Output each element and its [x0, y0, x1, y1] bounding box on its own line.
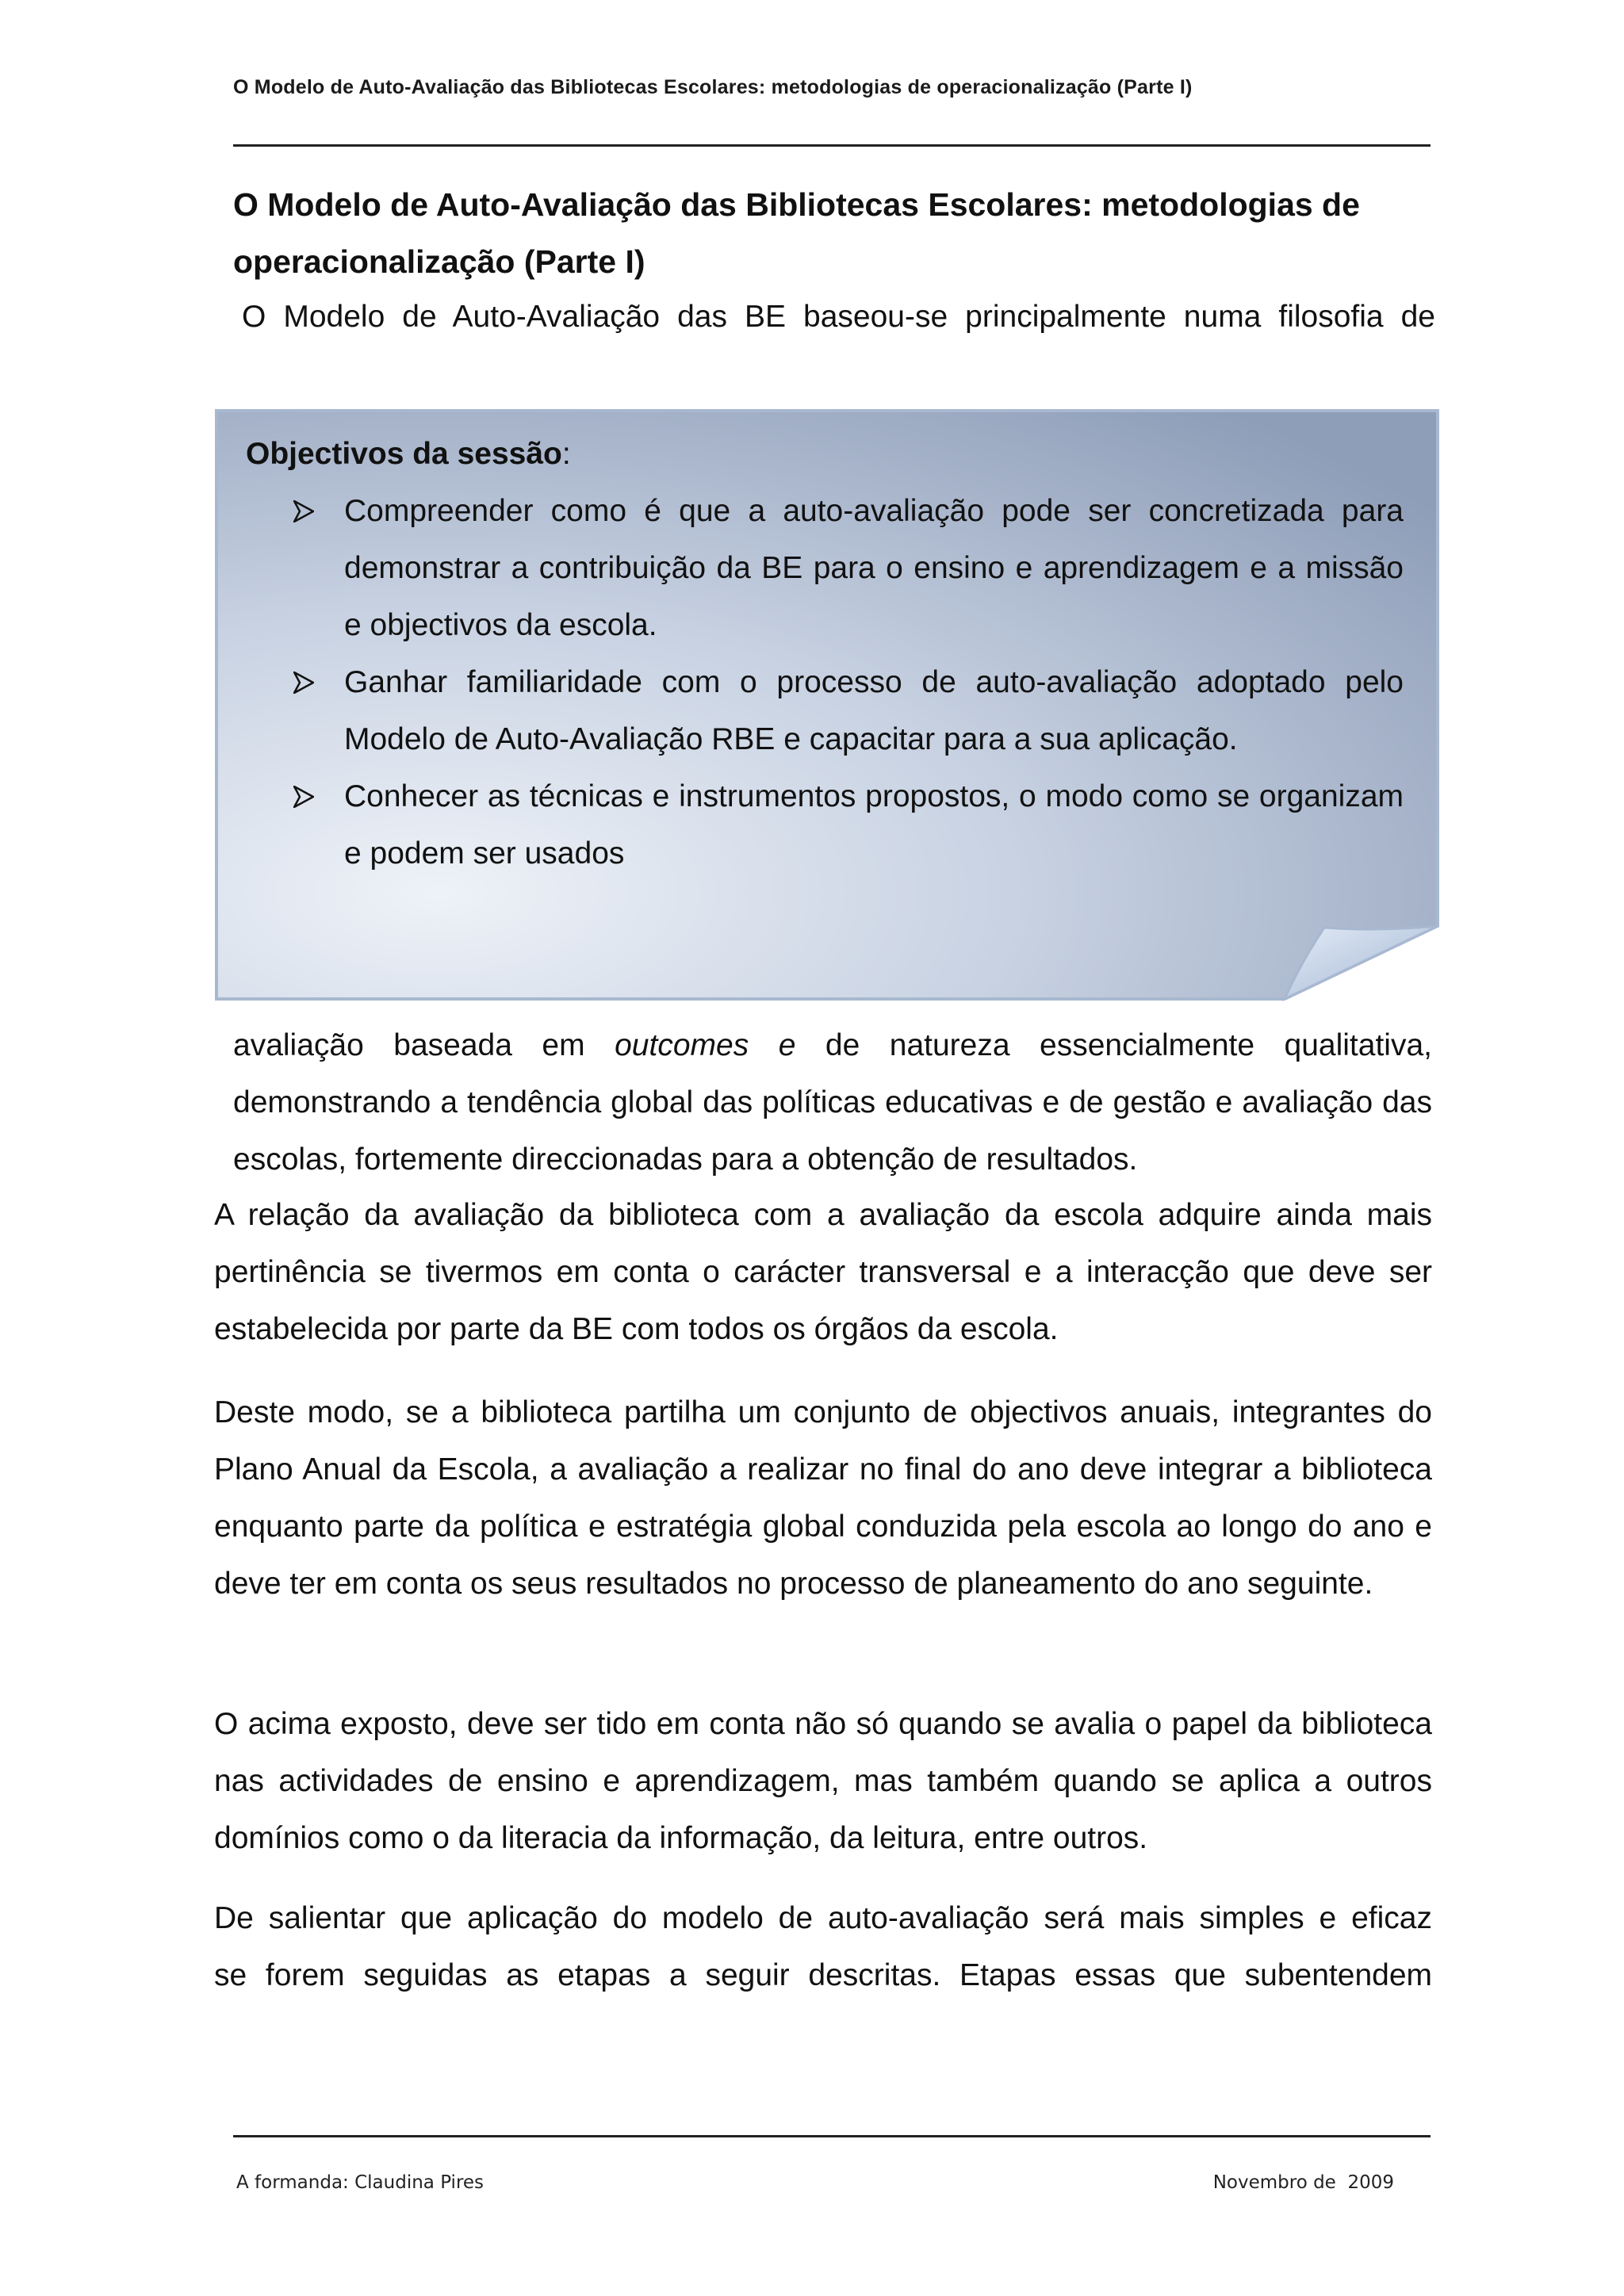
body-paragraph-last	[214, 1890, 1432, 2004]
arrowhead-bullet-icon	[293, 768, 325, 825]
objectives-callout	[214, 408, 1439, 1001]
continuation-after: de natureza essencialmente qualitativa, demonstrando a tendência global das políticas educativas e de gestão e avaliação das escolas, fortemente direccionadas para a obtenção de resultados.	[233, 1028, 1432, 1177]
arrowhead-bullet-icon	[293, 654, 325, 711]
continuation-before: avaliação baseada em	[233, 1028, 615, 1062]
body-paragraph: O acima exposto, deve ser tido em conta não só quando se avalia o papel da biblioteca nas actividades de ensino e aprendizagem, mas também quando se aplica a outros domínios como o da literacia da informação, da leitura, entre outros.	[214, 1707, 1432, 1855]
objective-item	[246, 768, 1404, 882]
objective-item	[246, 654, 1404, 768]
running-header: O Modelo de Auto-Avaliação das Bibliotecas Escolares: metodologias de operacionalização (Parte I)	[233, 76, 1193, 98]
continuation-italic: outcomes e	[615, 1028, 796, 1062]
objectives-list	[246, 483, 1404, 882]
objectives-heading-text: Objectivos da sessão	[246, 437, 562, 471]
footer-rule	[233, 2135, 1431, 2137]
body-paragraph: A relação da avaliação da biblioteca com a avaliação da escola adquire ainda mais pertinência se tivermos em conta o carácter transversal e a interacção que deve ser estabelecida por parte da BE com todos os órgãos da escola.	[214, 1198, 1432, 1346]
footer-date: Novembro de 2009	[1212, 2172, 1394, 2193]
continuation-paragraph	[233, 1017, 1432, 1188]
header-rule	[233, 144, 1431, 147]
last-paragraph-line: De salientar que aplicação do modelo de auto-avaliação será mais simples e eficaz	[214, 1901, 1432, 1935]
lead-line: O Modelo de Auto-Avaliação das BE baseou-se principalmente numa filosofia de	[242, 300, 1435, 334]
objective-text: Compreender como é que a auto-avaliação pode ser concretizada para demonstrar a contribuição da BE para o ensino e aprendizagem e a missão e objectivos da escola.	[344, 494, 1404, 642]
footer-author: A formanda: Claudina Pires	[236, 2172, 485, 2193]
last-paragraph-line: se forem seguidas as etapas a seguir descritas. Etapas essas que subentendem	[214, 1958, 1432, 1992]
arrowhead-bullet-icon	[293, 483, 325, 540]
objective-text: Conhecer as técnicas e instrumentos propostos, o modo como se organizam e podem ser usados	[344, 779, 1404, 871]
callout-content	[246, 426, 1404, 882]
objectives-heading	[246, 426, 1404, 483]
body-paragraph: Deste modo, se a biblioteca partilha um conjunto de objectivos anuais, integrantes do Plano Anual da Escola, a avaliação a realizar no final do ano deve integrar a biblioteca enquanto parte da política e estratégia global conduzida pela escola ao longo do ano e deve ter em conta os seus resultados no processo de planeamento do ano seguinte.	[214, 1395, 1432, 1601]
objective-text: Ganhar familiaridade com o processo de auto-avaliação adoptado pelo Modelo de Auto-Avaliação RBE e capacitar para a sua aplicação.	[344, 665, 1404, 756]
objectives-heading-colon: :	[561, 437, 571, 471]
document-title: O Modelo de Auto-Avaliação das Bibliotecas Escolares: metodologias de operacionalização (Parte I)	[233, 186, 1360, 280]
objective-item	[246, 483, 1404, 654]
